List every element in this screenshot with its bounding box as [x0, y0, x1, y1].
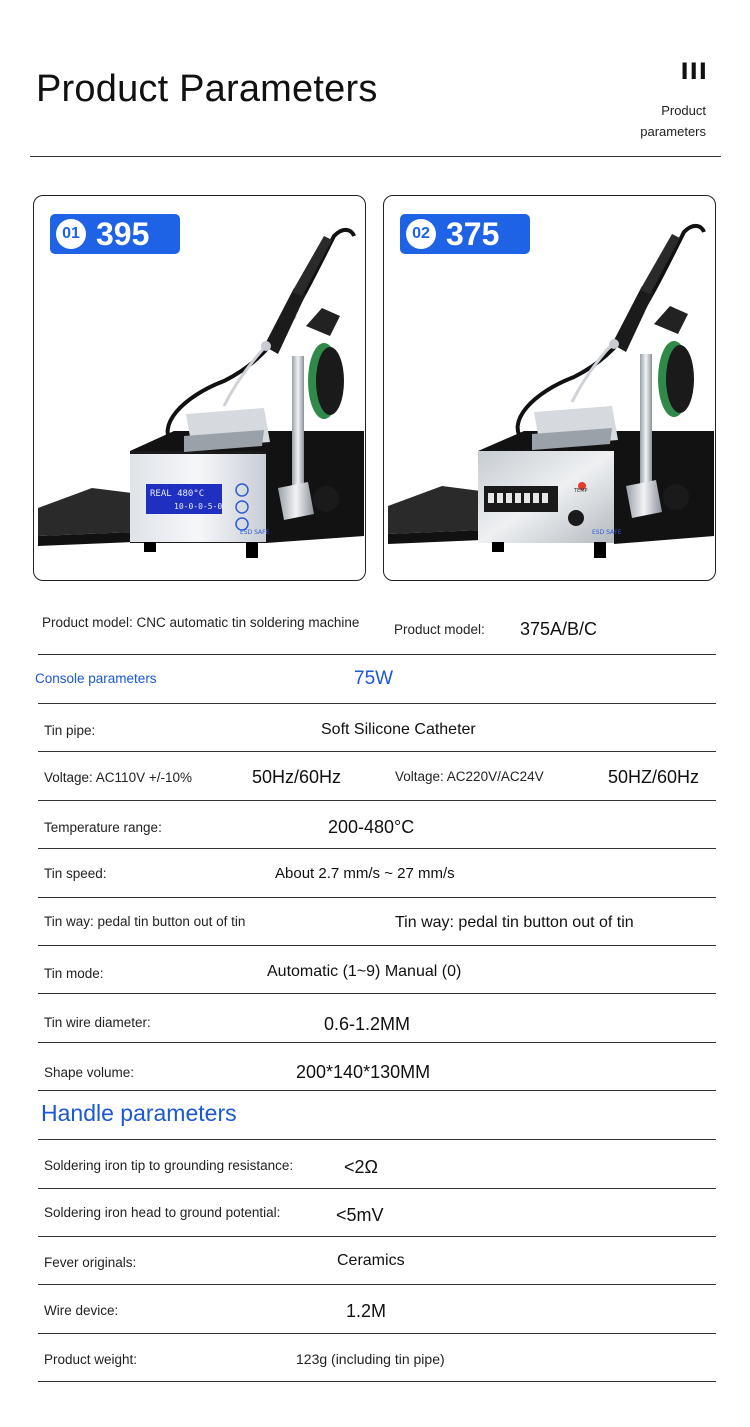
wire-diameter-value: 0.6-1.2MM: [324, 1014, 411, 1034]
spec-row-wire-device: [38, 1285, 716, 1334]
shape-volume-value: 200*140*130MM: [296, 1062, 431, 1082]
model-badge-395: [50, 214, 180, 254]
weight-label: Product weight:: [44, 1352, 138, 1367]
console-value: 75W: [354, 668, 394, 689]
spec-row-model: [38, 606, 716, 655]
spec-row-tin-pipe: [38, 703, 716, 752]
tin-mode-label: Tin mode:: [44, 966, 104, 981]
badge-model: 395: [96, 216, 150, 252]
spec-row-voltage: [38, 752, 716, 801]
section-subtitle: [616, 100, 706, 142]
wire-device-label: Wire device:: [44, 1303, 119, 1318]
tin-mode-value: Automatic (1~9) Manual (0): [267, 963, 462, 980]
temp-knob-label: TEMP: [574, 488, 588, 494]
voltage-220-label: Voltage: AC220V/AC24V: [395, 769, 544, 784]
section-subtitle-line2: parameters: [640, 124, 706, 139]
tin-pipe-value: Soft Silicone Catheter: [321, 721, 476, 738]
spec-row-fever: [38, 1236, 716, 1285]
fever-value: Ceramics: [337, 1252, 405, 1269]
voltage-220-value: 50HZ/60Hz: [608, 767, 700, 787]
shape-volume-label: Shape volume:: [44, 1065, 135, 1080]
badge-model: 375: [446, 216, 500, 252]
display-line2: 10-0-0-5-0: [174, 502, 223, 511]
model-label-2: Product model:: [394, 622, 485, 637]
weight-value: 123g (including tin pipe): [296, 1351, 445, 1367]
spec-row-resistance: [38, 1140, 716, 1189]
spec-row-shape-volume: [38, 1042, 716, 1091]
console-label: Console parameters: [35, 671, 157, 686]
badge-number: 01: [56, 219, 86, 249]
section-subtitle-line1: Product: [661, 103, 706, 118]
product-card-375: [383, 195, 716, 581]
spec-row-temperature: [38, 800, 716, 849]
spec-row-wire-diameter: [38, 994, 716, 1043]
tin-way-value: Tin way: pedal tin button out of tin: [395, 914, 634, 931]
page-title: Product Parameters: [36, 68, 378, 110]
temperature-label: Temperature range:: [44, 820, 162, 835]
section-number: III: [680, 60, 708, 85]
header-divider: [30, 156, 721, 157]
spec-row-tin-speed: [38, 849, 716, 898]
spec-row-tin-mode: [38, 945, 716, 994]
potential-label: Soldering iron head to ground potential:: [44, 1205, 281, 1220]
voltage-110-label: Voltage: AC110V +/-10%: [44, 770, 192, 785]
spec-row-weight: [38, 1333, 716, 1382]
display-line1: REAL 480°C: [150, 489, 205, 499]
spec-row-console: [35, 655, 716, 704]
panel-logo: ESD SAFE: [592, 529, 622, 536]
tin-way-label: Tin way: pedal tin button out of tin: [44, 914, 246, 929]
tin-speed-label: Tin speed:: [44, 866, 107, 881]
spec-row-potential: [38, 1188, 716, 1237]
voltage-110-value: 50Hz/60Hz: [252, 767, 342, 787]
model-badge-375: [400, 214, 530, 254]
model-value: 375A/B/C: [520, 619, 598, 639]
handle-section-title: Handle parameters: [41, 1100, 237, 1126]
tin-pipe-label: Tin pipe:: [44, 723, 96, 738]
model-label: Product model: CNC automatic tin soldering machine: [42, 615, 360, 630]
badge-number: 02: [406, 219, 436, 249]
wire-device-value: 1.2M: [346, 1301, 387, 1321]
resistance-value: <2Ω: [344, 1157, 378, 1177]
product-card-395: [33, 195, 366, 581]
tin-speed-value: About 2.7 mm/s ~ 27 mm/s: [275, 865, 455, 882]
potential-value: <5mV: [336, 1205, 384, 1225]
fever-label: Fever originals:: [44, 1255, 137, 1270]
resistance-label: Soldering iron tip to grounding resistance:: [44, 1158, 294, 1173]
wire-diameter-label: Tin wire diameter:: [44, 1015, 151, 1030]
temperature-value: 200-480°C: [328, 817, 415, 837]
panel-logo: ESD SAFE: [240, 529, 270, 536]
spec-row-tin-way: [38, 897, 716, 946]
